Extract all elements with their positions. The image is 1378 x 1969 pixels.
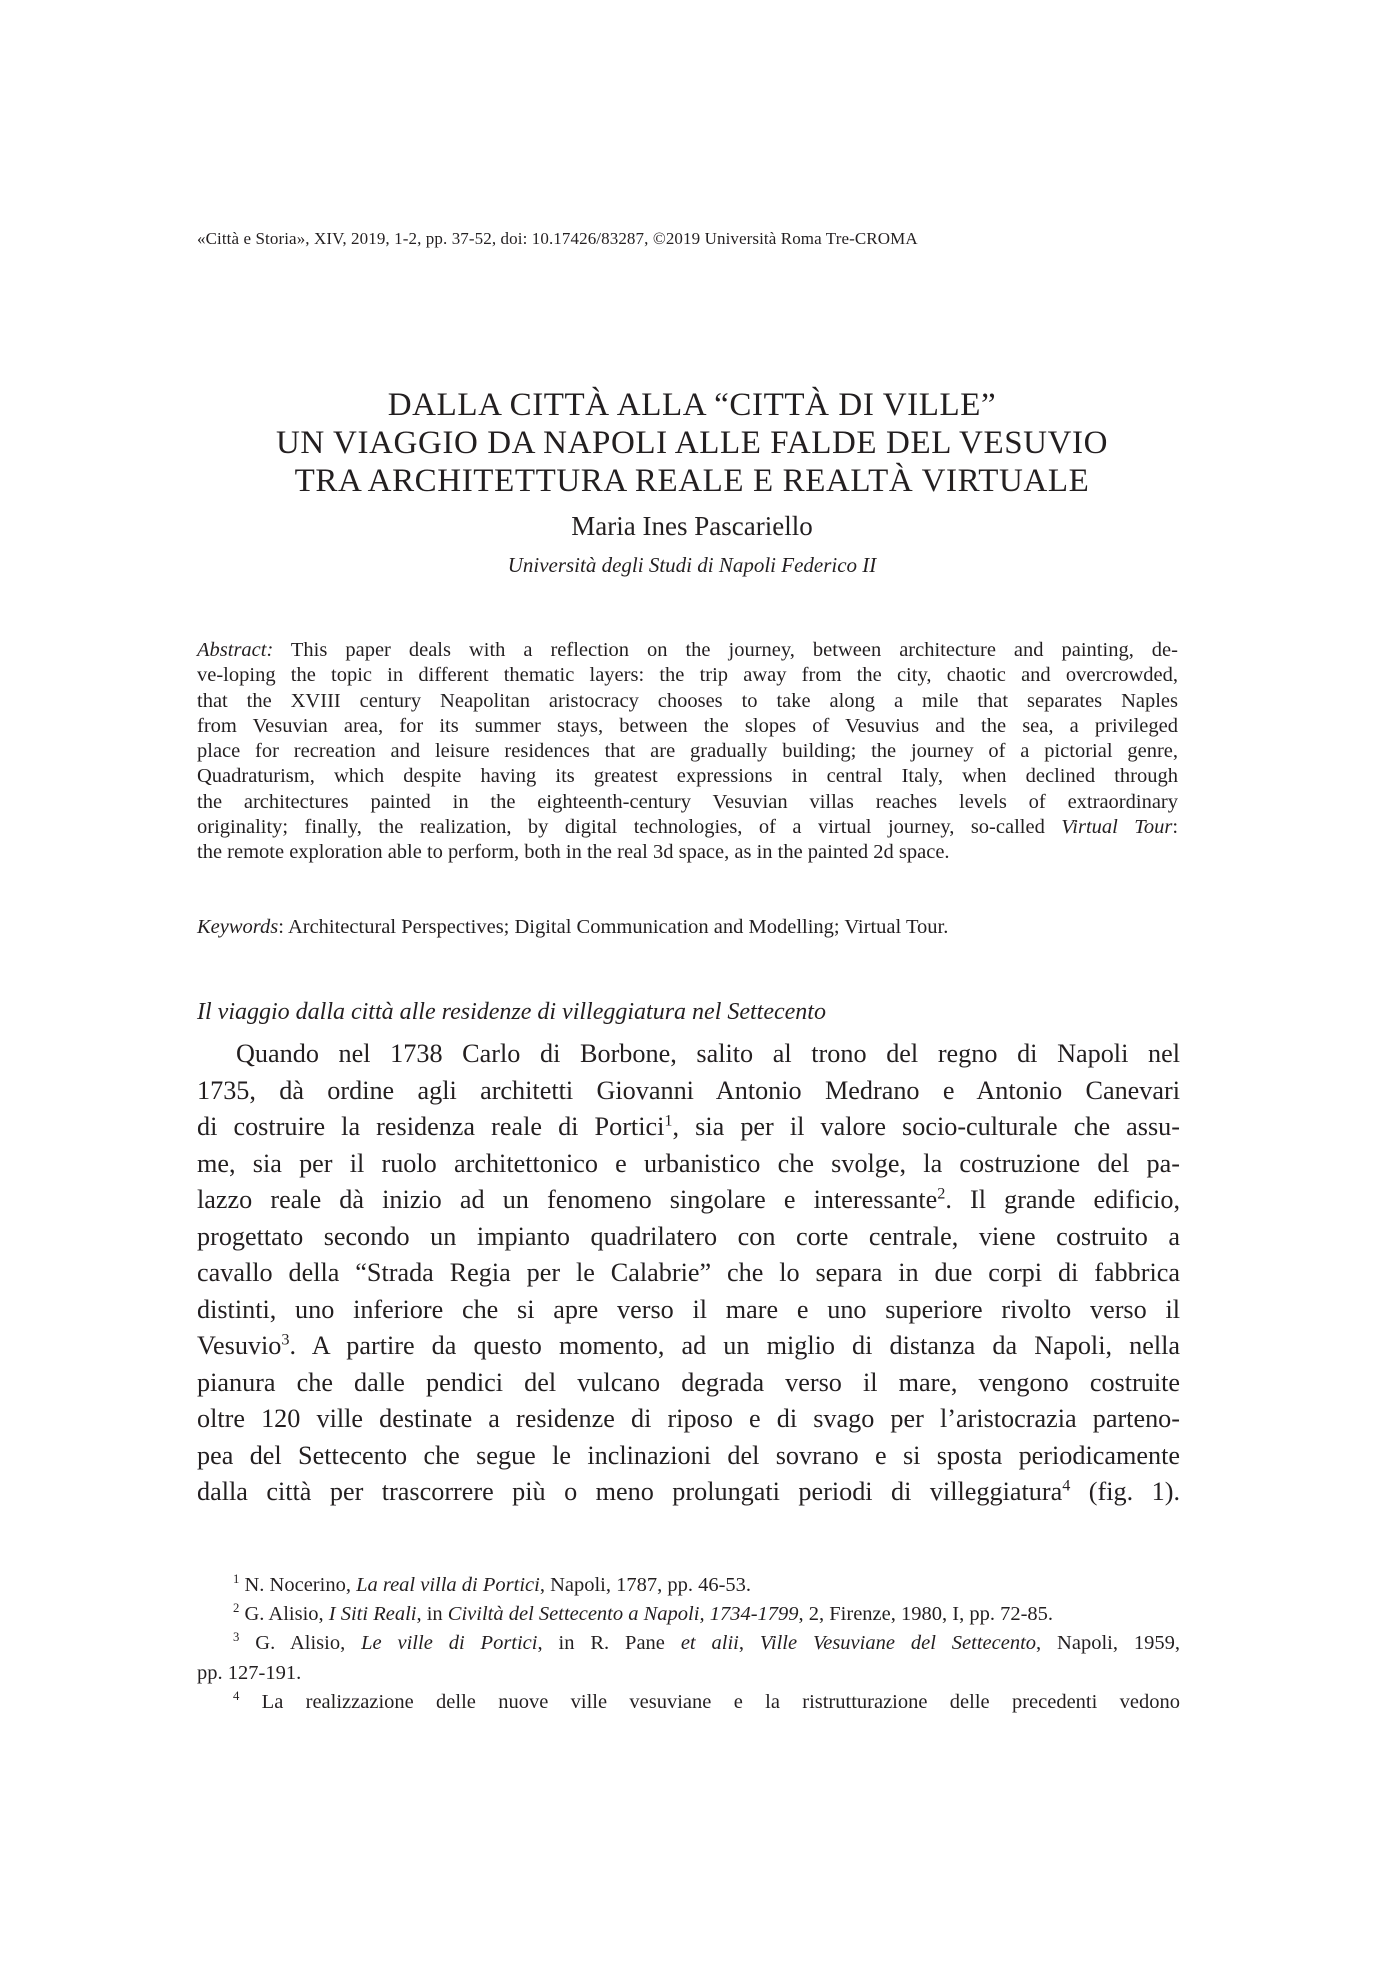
abstract-label: Abstract:	[197, 639, 274, 661]
footnote-ref[interactable]: 2	[937, 1184, 946, 1203]
footnote: $^2$ G. Alisio, I Siti Reali, in Civiltà del Settecento a Napoli, 1734-1799, 2, Firenze, 1980, I, pp. 72-85.	[233, 1601, 1054, 1626]
abstract-line: originality; finally, the realization, by digital technologies, of a virtual journey, so-called Virtual Tour:	[197, 816, 1179, 839]
author-name: Maria Ines Pascariello	[571, 511, 813, 541]
footnote-number: 3	[233, 1630, 240, 1645]
keywords-text: : Architectural Perspectives; Digital Communication and Modelling; Virtual Tour.	[278, 916, 949, 938]
body-line: Vesuvio$^3$. A partire da questo momento, ad un miglio di distanza da Napoli, nella	[197, 1330, 1180, 1360]
section-heading: Il viaggio dalla città alle residenze di villeggiatura nel Settecento	[197, 999, 826, 1025]
body-line: di costruire la residenza reale di Portici$^1$, sia per il valore socio-culturale che assu-	[197, 1111, 1180, 1141]
abstract-line: Quadraturism, which despite having its greatest expressions in central Italy, when declined through	[197, 765, 1178, 788]
abstract-line: ve-loping the topic in different thematic layers: the trip away from the city, chaotic and overcrowded,	[197, 664, 1178, 687]
body-text	[197, 1036, 1180, 1511]
virtual-tour-term: Virtual Tour	[1061, 816, 1173, 839]
footnote-ref[interactable]: 3	[281, 1330, 290, 1349]
footnote: $^3$ G. Alisio, Le ville di Portici, in R. Pane et alii, Ville Vesuviane del Settecento, Napoli, 1959,	[233, 1630, 1181, 1655]
body-line: distinti, uno inferiore che si apre verso il mare e uno superiore rivolto verso il	[197, 1294, 1180, 1324]
body-line: me, sia per il ruolo architettonico e urbanistico che svolge, la costruzione del pa-	[197, 1148, 1180, 1178]
abstract-line: place for recreation and leisure residences that are gradually building; the journey of a pictorial genre,	[197, 740, 1178, 763]
footnote: $^4$ La realizzazione delle nuove ville vesuviane e la ristrutturazione delle precedenti vedono	[233, 1688, 1180, 1713]
abstract-line: that the XVIII century Neapolitan aristocracy chooses to take along a mile that separates Naples	[197, 689, 1178, 712]
abstract-line: the remote exploration able to perform, both in the real 3d space, as in the painted 2d space.	[197, 841, 950, 864]
footnotes	[197, 1571, 1180, 1717]
body-line: pea del Settecento che segue le inclinazioni del sovrano e si sposta periodicamente	[197, 1440, 1180, 1470]
body-line: Quando nel 1738 Carlo di Borbone, salito al trono del regno di Napoli nel	[236, 1039, 1180, 1068]
author-affiliation: Università degli Studi di Napoli Federico II	[507, 553, 877, 577]
journal-citation: «Città e Storia», XIV, 2019, 1-2, pp. 37-52, doi: 10.17426/83287, ©2019 Università Roma Tre-CROMA	[197, 229, 918, 248]
keywords-label: Keywords	[197, 916, 279, 938]
footnote-ref[interactable]: 1	[664, 1111, 673, 1130]
body-line: cavallo della “Strada Regia per le Calabrie” che lo separa in due corpi di fabbrica	[197, 1258, 1180, 1287]
footnote: $^1$ N. Nocerino, La real villa di Portici, Napoli, 1787, pp. 46-53.	[233, 1572, 752, 1596]
body-line: dalla città per trascorrere più o meno prolungati periodi di villeggiatura$^4$ (fig. 1).	[197, 1476, 1180, 1506]
body-line: 1735, dà ordine agli architetti Giovanni Antonio Medrano e Antonio Canevari	[197, 1075, 1180, 1105]
abstract-line: the architectures painted in the eighteenth-century Vesuvian villas reaches levels of extraordinary	[197, 790, 1178, 813]
abstract-line: from Vesuvian area, for its summer stays, between the slopes of Vesuvius and the sea, a privileged	[197, 714, 1178, 737]
body-line: pianura che dalle pendici del vulcano degrada verso il mare, vengono costruite	[197, 1367, 1180, 1397]
footnote-continuation: pp. 127-191.	[197, 1661, 302, 1684]
footnote-number: 4	[233, 1688, 240, 1703]
title-line-3: TRA ARCHITETTURA REALE E REALTÀ VIRTUALE	[294, 463, 1090, 499]
title-line-1: DALLA CITTÀ ALLA “CITTÀ DI VILLE”	[387, 387, 997, 423]
footnote-ref[interactable]: 4	[1062, 1476, 1071, 1495]
title-line-2: UN VIAGGIO DA NAPOLI ALLE FALDE DEL VESUVIO	[275, 425, 1109, 461]
footnote-number: 2	[233, 1601, 240, 1616]
body-line: progettato secondo un impianto quadrilatero con corte centrale, viene costruito a	[197, 1221, 1180, 1251]
footnote-number: 1	[233, 1572, 240, 1587]
abstract-line: Abstract: This paper deals with a reflection on the journey, between architecture and painting, de-	[197, 639, 1178, 661]
article-title	[197, 386, 1187, 500]
abstract	[197, 638, 1178, 866]
keywords	[197, 915, 1178, 940]
body-line: oltre 120 ville destinate a residenze di riposo e di svago per l’aristocrazia parteno-	[197, 1404, 1180, 1433]
body-line: lazzo reale dà inizio ad un fenomeno singolare e interessante$^2$. Il grande edificio,	[197, 1184, 1180, 1214]
